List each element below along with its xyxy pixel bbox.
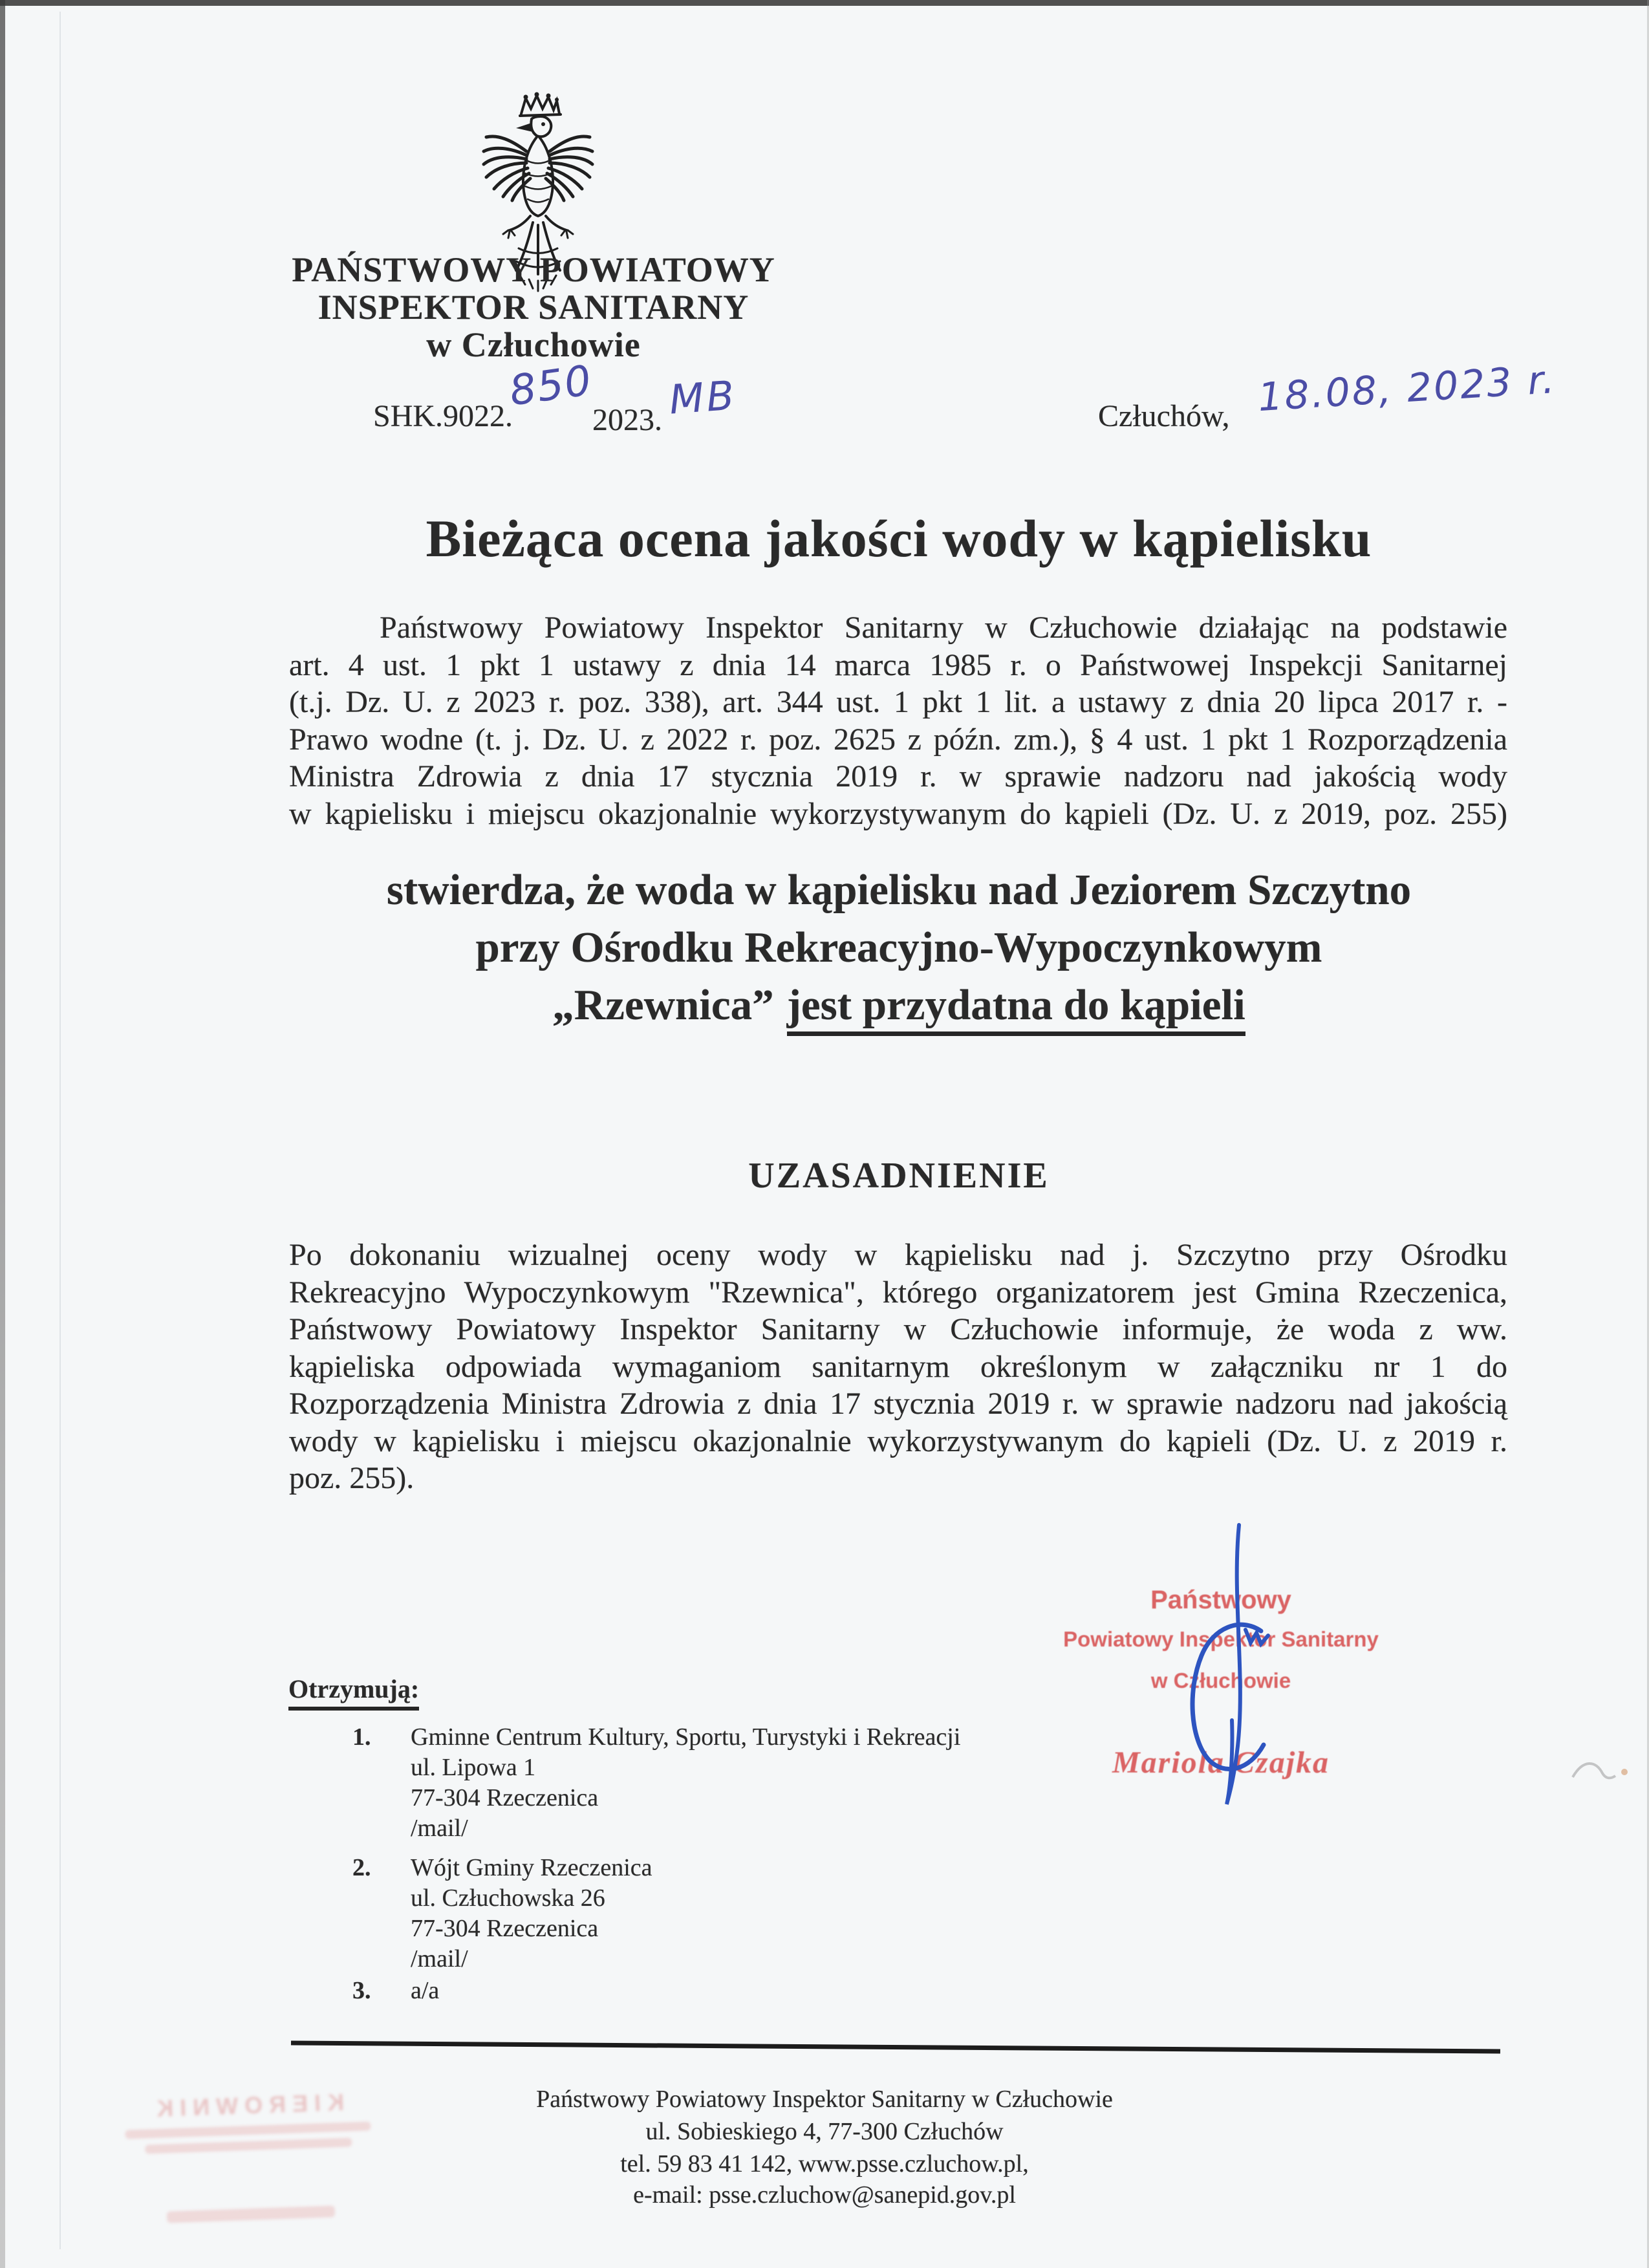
office-stamp-line2: Powiatowy Inspektor Sanitarny bbox=[1063, 1627, 1379, 1651]
recipient-line: /mail/ bbox=[411, 1815, 468, 1842]
recipients-heading: Otrzymują: bbox=[288, 1674, 419, 1711]
footer-phone-web: tel. 59 83 41 142, www.psse.czluchow.pl, bbox=[620, 2150, 1029, 2177]
office-stamp-line1: Państwowy bbox=[1150, 1586, 1291, 1614]
footer-org-name: Państwowy Powiatowy Inspektor Sanitarny w Człuchowie bbox=[536, 2086, 1113, 2113]
footer-separator-rule bbox=[291, 2043, 1500, 2051]
bleed-through-stamp bbox=[105, 2087, 394, 2231]
recipient-line: 77-304 Rzeczenica bbox=[411, 1915, 599, 1942]
reference-number-year: 2023. bbox=[592, 403, 662, 437]
place-label: Człuchów, bbox=[1098, 399, 1230, 433]
paragraph-line: (t.j. Dz. U. z 2023 r. poz. 338), art. 344 ust. 1 pkt 1 lit. a ustawy z dnia 20 lipca 2017 r. - bbox=[289, 685, 1507, 719]
statement-underlined-verdict: jest przydatna do kąpieli bbox=[787, 981, 1245, 1036]
recipient-line: ul. Człuchowska 26 bbox=[411, 1885, 605, 1912]
footer-address: ul. Sobieskiego 4, 77-300 Człuchów bbox=[645, 2118, 1004, 2145]
recipient-line: Wójt Gminy Rzeczenica bbox=[411, 1854, 652, 1881]
paragraph-line: wody w kąpielisku i miejscu okazjonalnie wykorzystywanym do kąpieli (Dz. U. z 2019 r. bbox=[289, 1423, 1507, 1458]
document-title: Bieżąca ocena jakości wody w kąpielisku bbox=[426, 509, 1372, 568]
paragraph-line: Rekreacyjno Wypoczynkowym "Rzewnica", którego organizatorem jest Gmina Rzeczenica, bbox=[289, 1275, 1507, 1310]
statement-line2: przy Ośrodku Rekreacyjno-Wypoczynkowym bbox=[475, 923, 1322, 971]
handwritten-initials: MB bbox=[667, 371, 738, 424]
ink-speck bbox=[1621, 1769, 1628, 1775]
justification-heading: UZASADNIENIE bbox=[748, 1156, 1050, 1196]
recipient-number: 2. bbox=[352, 1854, 371, 1881]
handwritten-date: 18.08, 2023 r. bbox=[1256, 356, 1558, 421]
reference-number-prefix: SHK.9022. bbox=[373, 399, 513, 433]
paragraph-line: Po dokonaniu wizualnej oceny wody w kąpielisku nad j. Szczytno przy Ośrodku bbox=[289, 1238, 1507, 1272]
paragraph-line: Państwowy Powiatowy Inspektor Sanitarny w Człuchowie działając na podstawie bbox=[380, 610, 1507, 645]
paragraph-line: Prawo wodne (t. j. Dz. U. z 2022 r. poz. 2625 z późn. zm.), § 4 ust. 1 pkt 1 Rozporządzenia bbox=[289, 722, 1507, 757]
paragraph-line: kąpieliska odpowiada wymaganiom sanitarnym określonym w załączniku nr 1 do bbox=[289, 1349, 1507, 1384]
paragraph-line: Rozporządzenia Ministra Zdrowia z dnia 17 stycznia 2019 r. w sprawie nadzoru nad jakością bbox=[289, 1387, 1507, 1421]
office-stamp-line3: w Człuchowie bbox=[1150, 1669, 1291, 1692]
recipient-number: 3. bbox=[352, 1977, 371, 2004]
bleed-through-blur-line bbox=[125, 2121, 371, 2139]
paragraph-line: Ministra Zdrowia z dnia 17 stycznia 2019 r. w sprawie nadzoru nad jakością wody bbox=[289, 759, 1507, 794]
footer-email: e-mail: psse.czluchow@sanepid.gov.pl bbox=[633, 2181, 1016, 2209]
recipient-line: /mail/ bbox=[411, 1945, 468, 1972]
recipient-line: Gminne Centrum Kultury, Sportu, Turystyki i Rekreacji bbox=[411, 1723, 961, 1751]
paragraph-line: Państwowy Powiatowy Inspektor Sanitarny w Człuchowie informuje, że woda z ww. bbox=[289, 1312, 1507, 1346]
recipient-line: a/a bbox=[411, 1977, 440, 2004]
stamp-signer-name: Mariola Czajka bbox=[1112, 1745, 1330, 1780]
bleed-through-word: KIEROWNIK bbox=[149, 2088, 345, 2122]
statement-quoted-name: „Rzewnica” bbox=[552, 981, 774, 1029]
org-name-line3: w Człuchowie bbox=[426, 325, 641, 364]
org-name-line2: INSPEKTOR SANITARNY bbox=[318, 288, 749, 327]
paragraph-line: art. 4 ust. 1 pkt 1 ustawy z dnia 14 marca 1985 r. o Państwowej Inspekcji Sanitarnej bbox=[289, 647, 1507, 682]
paragraph-line: w kąpielisku i miejscu okazjonalnie wykorzystywanym do kąpieli (Dz. U. z 2019, poz. 255) bbox=[289, 796, 1507, 831]
faint-pencil-squiggle bbox=[1573, 1764, 1615, 1778]
recipient-line: ul. Lipowa 1 bbox=[411, 1754, 536, 1781]
paragraph-line: poz. 255). bbox=[289, 1461, 415, 1495]
recipient-line: 77-304 Rzeczenica bbox=[411, 1784, 599, 1811]
bleed-through-blur-line bbox=[145, 2137, 352, 2154]
org-name-line1: PAŃSTWOWY POWIATOWY bbox=[292, 250, 775, 289]
handwritten-case-number: 850 bbox=[506, 356, 596, 416]
bleed-through-blur-line bbox=[167, 2205, 335, 2223]
recipient-number: 1. bbox=[352, 1723, 371, 1751]
signature-stroke bbox=[1192, 1525, 1268, 1804]
statement-line1: stwierdza, że woda w kąpielisku nad Jeziorem Szczytno bbox=[386, 866, 1412, 914]
